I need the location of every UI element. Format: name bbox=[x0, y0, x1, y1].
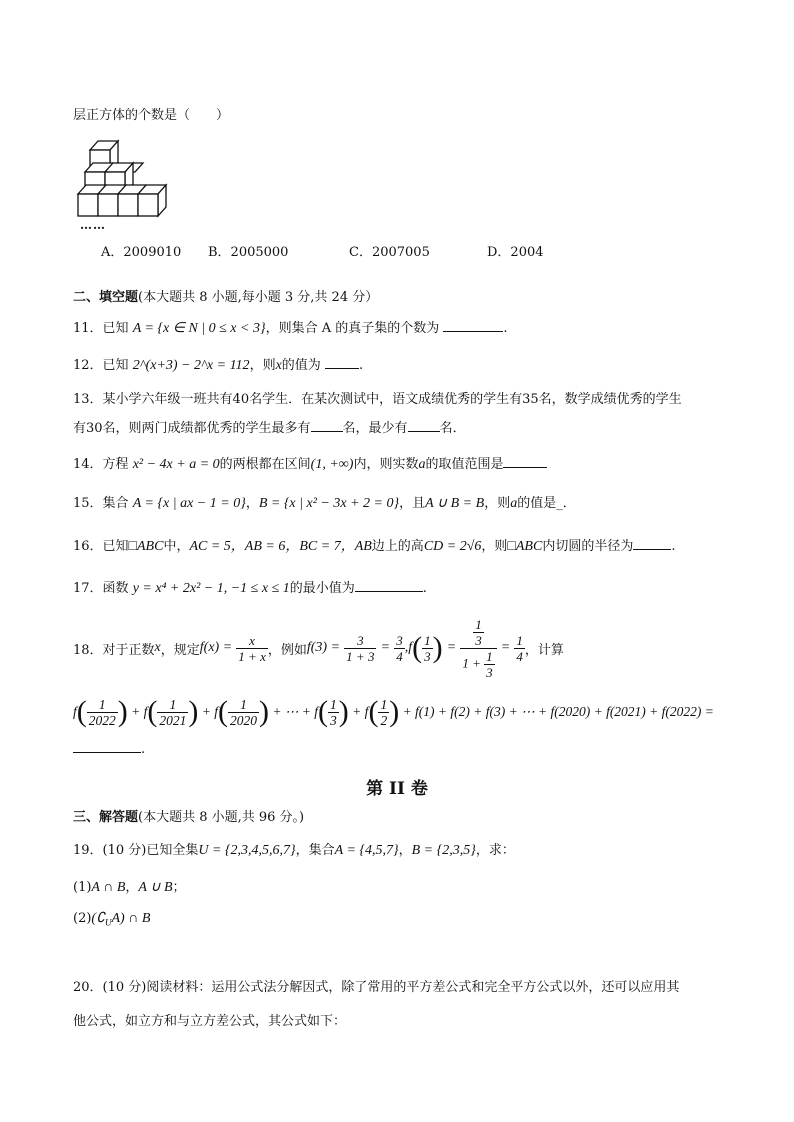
figure-ellipsis: …… bbox=[80, 218, 106, 232]
question-16: 16．已知□ABC中，AC = 5，AB = 6，BC = 7，AB边上的高CD = 2√6，则□ABC内切圆的半径为 . bbox=[73, 535, 675, 555]
answer-blank[interactable] bbox=[73, 738, 141, 753]
question-18-definition: 18．对于正数 x ，规定 f(x) = $\frac{x}{1 + x}$ ，例如 f(3) = $\frac{3}{1 + 3}$ = $\frac{3}{4}$ , f ( $\frac{1}{3}$ ) = $\frac{1}{3}$ 1 + $\frac{1}{3}$ = $\frac{1}{4}$ ，计算 bbox=[73, 616, 564, 680]
question-15: 15．集合 A = {x | ax − 1 = 0}，B = {x | x² − 3x + 2 = 0}，且A ∪ B = B，则a的值是_． bbox=[73, 496, 576, 511]
answer-blank[interactable] bbox=[633, 535, 671, 550]
question-12: 12．已知 2^(x+3) − 2^x = 112，则x的值为 . bbox=[73, 354, 363, 374]
section3-heading: 三、解答题(本大题共 8 小题,共 96 分。) bbox=[73, 810, 305, 825]
question-18-answer: . bbox=[73, 738, 145, 757]
question-19-part2: $(2)(∁_UA)$ ∩ B bbox=[73, 911, 151, 928]
question-18-sum: f ( $\frac{1}{2022}$ ) + f ( $\frac{1}{2021}$ ) + f ( $\frac{1}{2020}$ ) + ⋯ + f ( $\frac{1}{3}$ ) + f ( $\frac{1}{2}$ ) + f(1) + f(2) + f(3) + ⋯ + f(2020) + f(2021) + f(2022) = bbox=[73, 695, 714, 728]
cube-stack-figure bbox=[72, 132, 172, 232]
answer-blank[interactable] bbox=[503, 453, 547, 468]
question-19: 19．(10 分)已知全集U = {2,3,4,5,6,7}，集合A = {4,5,7}，B = {2,3,5}，求： bbox=[73, 843, 515, 858]
answer-blank[interactable] bbox=[355, 577, 423, 592]
option-d: D．2004 bbox=[487, 245, 544, 260]
question-17: 17．函数 y = x⁴ + 2x² − 1, −1 ≤ x ≤ 1的最小值为 . bbox=[73, 577, 427, 597]
answer-blank[interactable] bbox=[311, 417, 343, 432]
exponential-equation: 2^(x+3) − 2^x = 112 bbox=[132, 358, 250, 373]
question-13-line2: 有30名，则两门成绩都优秀的学生最多有 名，最少有 名． bbox=[73, 417, 466, 436]
question-19-part1: (1)A ∩ B，A ∪ B； bbox=[73, 880, 186, 895]
answer-blank[interactable] bbox=[408, 417, 440, 432]
q10-stem-tail: 层正方体的个数是（ ） bbox=[73, 108, 230, 123]
section2-heading: 二、填空题(本大题共 8 小题,每小题 3 分,共 24 分） bbox=[73, 290, 379, 305]
answer-blank[interactable] bbox=[325, 354, 359, 369]
answer-blank[interactable] bbox=[443, 317, 503, 332]
option-b: B．2005000 bbox=[208, 245, 289, 260]
nested-fraction: $\frac{1}{3}$ 1 + $\frac{1}{3}$ bbox=[460, 617, 496, 680]
part-two-title: 第 II 卷 bbox=[366, 779, 428, 799]
definition-fraction: $\frac{x}{1 + x}$ bbox=[238, 632, 266, 664]
question-14: 14．方程 x² − 4x + a = 0的两根都在区间(1, +∞)内，则实数a的取值范围是 bbox=[73, 453, 547, 473]
option-a: A．2009010 bbox=[101, 245, 182, 260]
set-a-expression: A = {x ∈ N | 0 ≤ x < 3} bbox=[132, 321, 266, 336]
question-13-line1: 13．某小学六年级一班共有40名学生．在某次测试中，语文成绩优秀的学生有35名，数学成绩优秀的学生 bbox=[73, 392, 682, 407]
question-20-line1: 20．(10 分)阅读材料：运用公式法分解因式，除了常用的平方差公式和完全平方公式以外，还可以应用其 bbox=[73, 980, 680, 995]
question-11: 11．已知 A = {x ∈ N | 0 ≤ x < 3}，则集合 A 的真子集的个数为 . bbox=[73, 317, 508, 337]
option-c: C．2007005 bbox=[349, 245, 430, 260]
question-20-line2: 他公式，如立方和与立方差公式，其公式如下： bbox=[73, 1014, 347, 1029]
